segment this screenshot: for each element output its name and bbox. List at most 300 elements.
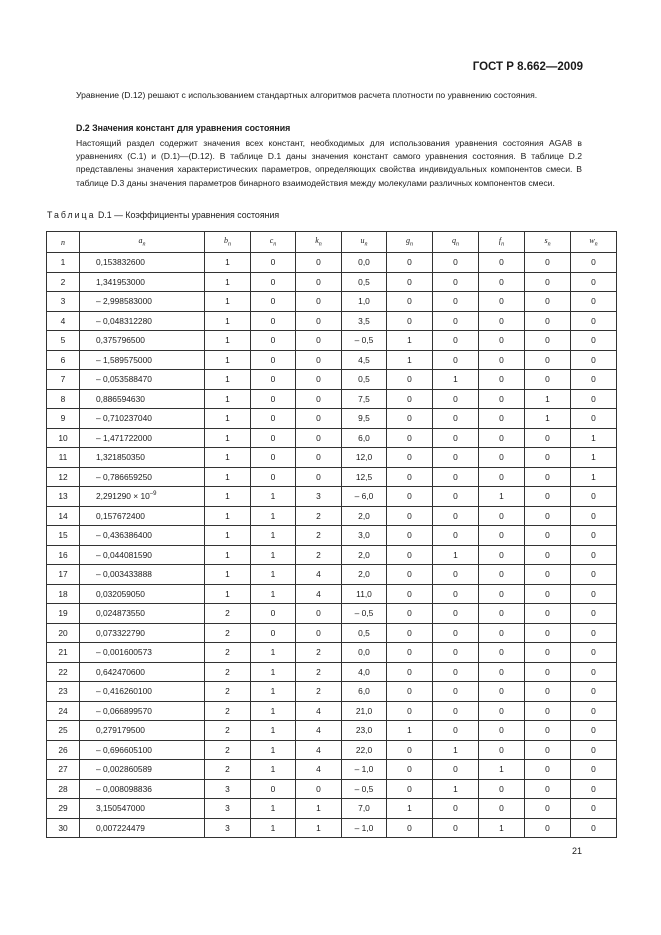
table-cell: – 1,0: [342, 760, 387, 780]
table-cell: 0: [571, 682, 617, 702]
table-row: [47, 779, 617, 799]
table-cell: 0: [571, 253, 617, 273]
table-cell: 2,0: [342, 545, 387, 565]
table-row: [47, 526, 617, 546]
table-row: [47, 428, 617, 448]
table-cell: 1: [205, 467, 251, 487]
table-row: [47, 350, 617, 370]
table-cell: 0: [433, 682, 479, 702]
table-cell: 0: [433, 350, 479, 370]
table-cell: 0: [433, 604, 479, 624]
table-cell: 0: [479, 370, 525, 390]
table-cell: 3,150547000: [80, 799, 205, 819]
table-cell: 2: [47, 272, 80, 292]
table-cell: 0: [433, 584, 479, 604]
table-cell: 0: [525, 506, 571, 526]
table-cell: 9: [47, 409, 80, 429]
table-cell: 0,024873550: [80, 604, 205, 624]
table-cell: 1: [479, 487, 525, 507]
table-cell: 27: [47, 760, 80, 780]
table-cell: 0: [251, 350, 296, 370]
table-cell: 4: [47, 311, 80, 331]
table-cell: 12,5: [342, 467, 387, 487]
table-cell: 0,032059050: [80, 584, 205, 604]
table-cell: 0: [479, 467, 525, 487]
table-cell: 0: [479, 701, 525, 721]
table-cell: 0: [433, 565, 479, 585]
table-cell: 10: [47, 428, 80, 448]
table-cell: – 6,0: [342, 487, 387, 507]
table-cell: 0: [571, 721, 617, 741]
table-cell: 24: [47, 701, 80, 721]
table-cell: 0: [525, 721, 571, 741]
table-cell: 0: [525, 604, 571, 624]
table-cell: 26: [47, 740, 80, 760]
table-cell: 0: [296, 428, 342, 448]
table-cell: 1,321850350: [80, 448, 205, 468]
table-cell: 1: [571, 428, 617, 448]
table-cell: 0: [479, 292, 525, 312]
table-cell: 0: [387, 779, 433, 799]
table-cell: 0: [251, 604, 296, 624]
table-cell: 0: [479, 272, 525, 292]
table-cell: 16: [47, 545, 80, 565]
table-cell: 1: [251, 682, 296, 702]
table-cell: – 1,471722000: [80, 428, 205, 448]
table-cell: 0: [387, 487, 433, 507]
table-cell: 0: [571, 311, 617, 331]
table-cell: 0: [251, 779, 296, 799]
table-row: [47, 662, 617, 682]
table-cell: 0,0: [342, 253, 387, 273]
table-cell: 0: [433, 487, 479, 507]
table-cell: 0: [479, 389, 525, 409]
table-cell: 0: [433, 467, 479, 487]
column-header: $w_n$: [571, 232, 617, 253]
table-cell: 1: [205, 448, 251, 468]
table-cell: 0: [571, 565, 617, 585]
table-cell: 0: [296, 331, 342, 351]
table-cell: 0: [571, 779, 617, 799]
column-header: $g_n$: [387, 232, 433, 253]
table-row: [47, 389, 617, 409]
table-cell: 0: [433, 331, 479, 351]
table-cell: 0: [571, 584, 617, 604]
table-cell: 0: [479, 448, 525, 468]
table-row: [47, 682, 617, 702]
table-cell: 0: [433, 721, 479, 741]
table-cell: 3: [205, 779, 251, 799]
table-cell: 0: [479, 584, 525, 604]
table-cell: 0: [571, 701, 617, 721]
table-row: [47, 292, 617, 312]
table-cell: 5: [47, 331, 80, 351]
table-cell: 19: [47, 604, 80, 624]
table-cell: 0: [571, 526, 617, 546]
table-cell: 1: [251, 643, 296, 663]
table-cell: 18: [47, 584, 80, 604]
table-cell: 0: [571, 350, 617, 370]
table-row: [47, 565, 617, 585]
table-cell: 0: [525, 818, 571, 838]
table-cell: 0: [387, 701, 433, 721]
table-cell: 0: [296, 389, 342, 409]
table-cell: 0: [387, 409, 433, 429]
table-cell: 0: [571, 604, 617, 624]
table-cell: 1: [433, 779, 479, 799]
table-cell: 0: [571, 506, 617, 526]
table-cell: 15: [47, 526, 80, 546]
table-cell: 0: [525, 350, 571, 370]
table-cell: 22: [47, 662, 80, 682]
table-cell: 2: [205, 740, 251, 760]
table-cell: 1: [479, 760, 525, 780]
table-cell: 1: [525, 389, 571, 409]
table-cell: 17: [47, 565, 80, 585]
table-cell: 2: [296, 682, 342, 702]
intro-paragraph: Уравнение (D.12) решают с использованием стандартных алгоритмов расчета плотности по уравнению состояния.: [76, 90, 538, 100]
table-cell: 0: [525, 584, 571, 604]
table-cell: 0: [525, 253, 571, 273]
table-cell: 1,341953000: [80, 272, 205, 292]
table-cell: 0: [479, 253, 525, 273]
table-cell: 0: [251, 253, 296, 273]
table-cell: 0: [387, 682, 433, 702]
table-cell: 21: [47, 643, 80, 663]
table-cell: 2: [296, 545, 342, 565]
table-cell: 4: [296, 740, 342, 760]
table-cell: – 0,436386400: [80, 526, 205, 546]
table-cell: 23: [47, 682, 80, 702]
table-cell: 0: [433, 623, 479, 643]
table-cell: 7: [47, 370, 80, 390]
table-cell: 0,279179500: [80, 721, 205, 741]
table-cell: – 0,710237040: [80, 409, 205, 429]
table-row: [47, 487, 617, 507]
table-cell: 0: [251, 467, 296, 487]
table-cell: 0: [525, 428, 571, 448]
table-cell: – 0,048312280: [80, 311, 205, 331]
table-cell: 1: [433, 370, 479, 390]
table-cell: 0: [387, 623, 433, 643]
table-row: [47, 701, 617, 721]
table-cell: 9,5: [342, 409, 387, 429]
table-cell: 0: [525, 760, 571, 780]
table-row: [47, 311, 617, 331]
column-header: $f_n$: [479, 232, 525, 253]
table-cell: 0: [296, 467, 342, 487]
table-cell: 0: [525, 643, 571, 663]
table-cell: 0: [525, 662, 571, 682]
table-caption: [47, 210, 279, 220]
table-cell: 3: [47, 292, 80, 312]
table-cell: 0: [251, 448, 296, 468]
table-cell: 28: [47, 779, 80, 799]
table-cell: – 0,003433888: [80, 565, 205, 585]
table-cell: – 0,5: [342, 331, 387, 351]
table-cell: 0: [296, 623, 342, 643]
table-cell: 1: [205, 370, 251, 390]
table-cell: 4,0: [342, 662, 387, 682]
table-cell: 0: [479, 506, 525, 526]
table-cell: 0: [251, 272, 296, 292]
table-cell: 0: [387, 370, 433, 390]
table-cell: 0: [433, 311, 479, 331]
table-cell: 0: [479, 428, 525, 448]
table-cell: 3,0: [342, 526, 387, 546]
table-row: [47, 448, 617, 468]
table-cell: 0: [525, 292, 571, 312]
table-cell: 0: [479, 623, 525, 643]
table-cell: 3: [205, 818, 251, 838]
table-cell: 1: [251, 487, 296, 507]
table-cell: 1: [205, 565, 251, 585]
page-number: 21: [571, 846, 582, 856]
column-header: $s_n$: [525, 232, 571, 253]
document-code: ГОСТ Р 8.662—2009: [472, 61, 583, 73]
table-cell: 0: [387, 311, 433, 331]
table-cell: 0: [387, 526, 433, 546]
table-cell: 0: [387, 818, 433, 838]
table-cell: $2,291290 \times 10^{-9}$: [80, 487, 205, 507]
table-cell: 2: [205, 721, 251, 741]
table-row: [47, 370, 617, 390]
table-cell: 0: [525, 467, 571, 487]
table-row: [47, 331, 617, 351]
table-cell: 1: [433, 545, 479, 565]
table-cell: 1: [205, 584, 251, 604]
table-cell: 0,642470600: [80, 662, 205, 682]
table-cell: 0: [251, 370, 296, 390]
table-cell: 0: [571, 331, 617, 351]
table-cell: – 0,5: [342, 779, 387, 799]
table-cell: 0: [433, 389, 479, 409]
table-cell: 0: [433, 272, 479, 292]
table-cell: 2: [205, 604, 251, 624]
table-cell: 0: [387, 604, 433, 624]
table-cell: 0: [479, 779, 525, 799]
table-cell: 1: [251, 506, 296, 526]
table-cell: 0: [433, 662, 479, 682]
table-cell: 21,0: [342, 701, 387, 721]
table-cell: 0: [387, 545, 433, 565]
table-cell: 0: [387, 662, 433, 682]
table-cell: 0: [296, 370, 342, 390]
table-cell: 0: [251, 389, 296, 409]
table-cell: 0: [479, 682, 525, 702]
table-cell: 4: [296, 565, 342, 585]
table-cell: 0: [479, 643, 525, 663]
table-cell: 20: [47, 623, 80, 643]
table-cell: 1: [479, 818, 525, 838]
table-cell: 2: [205, 682, 251, 702]
table-cell: 0: [387, 565, 433, 585]
table-cell: 1: [205, 292, 251, 312]
table-cell: 0: [296, 311, 342, 331]
table-cell: 0: [296, 448, 342, 468]
table-row: [47, 740, 617, 760]
table-row: [47, 506, 617, 526]
table-cell: 7,5: [342, 389, 387, 409]
table-cell: 0: [387, 760, 433, 780]
table-cell: 0: [433, 818, 479, 838]
table-cell: – 0,416260100: [80, 682, 205, 702]
table-cell: 4: [296, 721, 342, 741]
table-cell: 2: [205, 643, 251, 663]
column-header: $k_n$: [296, 232, 342, 253]
table-cell: 0: [296, 350, 342, 370]
table-cell: 1: [387, 799, 433, 819]
column-header: $c_n$: [251, 232, 296, 253]
table-cell: 0: [296, 253, 342, 273]
table-row: [47, 799, 617, 819]
table-cell: – 2,998583000: [80, 292, 205, 312]
table-cell: 0: [387, 389, 433, 409]
table-cell: 0: [387, 740, 433, 760]
table-cell: 4: [296, 701, 342, 721]
column-header: $q_n$: [433, 232, 479, 253]
table-cell: 0: [296, 779, 342, 799]
table-cell: 0,5: [342, 370, 387, 390]
section-heading: D.2 Значения констант для уравнения состояния: [76, 123, 291, 133]
section-paragraph: Настоящий раздел содержит значения всех констант, необходимых для использования уравнения состояния AGA8 в уравнениях (С.1) и (D.1)—(D.12). В таблице D.1 даны значения констант самого уравнения состояния. В таблице D.2 представлены значения характеристических параметров, определяющих свойства индивидуальных компонентов смеси. В таблице D.3 даны значения параметров бинарного взаимодействия между молекулами различных компонентов смеси.: [76, 138, 582, 188]
table-cell: – 1,589575000: [80, 350, 205, 370]
table-cell: – 0,696605100: [80, 740, 205, 760]
table-cell: 6,0: [342, 428, 387, 448]
table-cell: 0,375796500: [80, 331, 205, 351]
table-cell: 30: [47, 818, 80, 838]
table-cell: 1: [571, 448, 617, 468]
table-row: [47, 604, 617, 624]
table-cell: 0: [433, 799, 479, 819]
table-cell: 0: [433, 701, 479, 721]
table-cell: 1: [251, 545, 296, 565]
column-header: $b_n$: [205, 232, 251, 253]
table-cell: 0: [525, 272, 571, 292]
column-header: $a_n$: [80, 232, 205, 253]
table-cell: 23,0: [342, 721, 387, 741]
table-cell: 0,153832600: [80, 253, 205, 273]
table-cell: 0: [525, 526, 571, 546]
table-cell: 0: [525, 623, 571, 643]
table-row: [47, 760, 617, 780]
table-row: [47, 545, 617, 565]
table-cell: – 0,5: [342, 604, 387, 624]
table-cell: 0,073322790: [80, 623, 205, 643]
table-cell: 1,0: [342, 292, 387, 312]
table-cell: 0,886594630: [80, 389, 205, 409]
table-cell: 1: [205, 506, 251, 526]
table-cell: 0: [433, 643, 479, 663]
table-cell: 0: [571, 409, 617, 429]
table-cell: 0: [433, 409, 479, 429]
table-cell: 0: [251, 409, 296, 429]
table-cell: 12,0: [342, 448, 387, 468]
table-cell: 0: [251, 623, 296, 643]
table-cell: 0,5: [342, 272, 387, 292]
table-cell: 1: [251, 565, 296, 585]
table-cell: 4,5: [342, 350, 387, 370]
table-cell: – 0,786659250: [80, 467, 205, 487]
table-cell: 3,5: [342, 311, 387, 331]
table-cell: 0: [433, 292, 479, 312]
table-cell: 0: [387, 643, 433, 663]
table-cell: 0,0: [342, 643, 387, 663]
table-cell: 1: [571, 467, 617, 487]
table-row: [47, 721, 617, 741]
table-cell: 0: [571, 662, 617, 682]
table-cell: 0: [479, 526, 525, 546]
table-cell: 0: [571, 740, 617, 760]
table-cell: 25: [47, 721, 80, 741]
table-cell: 0: [525, 779, 571, 799]
table-cell: 4: [296, 760, 342, 780]
table-cell: 0: [479, 409, 525, 429]
table-cell: 0: [571, 545, 617, 565]
table-cell: 0: [387, 448, 433, 468]
table-cell: 0: [525, 682, 571, 702]
table-row: [47, 643, 617, 663]
table-row: [47, 272, 617, 292]
table-cell: 1: [205, 545, 251, 565]
table-cell: 1: [205, 350, 251, 370]
table-cell: 0: [479, 311, 525, 331]
table-cell: 0: [525, 799, 571, 819]
table-cell: 22,0: [342, 740, 387, 760]
table-cell: 0,157672400: [80, 506, 205, 526]
table-cell: 0: [387, 272, 433, 292]
table-cell: 0: [571, 487, 617, 507]
table-cell: 1: [251, 721, 296, 741]
table-cell: 0: [479, 662, 525, 682]
coefficients-table: [46, 231, 617, 838]
table-cell: 0: [571, 643, 617, 663]
table-cell: 0: [525, 487, 571, 507]
table-cell: 2: [296, 662, 342, 682]
table-cell: 0: [525, 448, 571, 468]
table-cell: 0: [433, 526, 479, 546]
table-row: [47, 584, 617, 604]
table-cell: 0: [525, 740, 571, 760]
table-cell: 0: [433, 253, 479, 273]
table-cell: 1: [387, 350, 433, 370]
table-cell: 0: [571, 370, 617, 390]
table-cell: 6: [47, 350, 80, 370]
table-cell: – 0,044081590: [80, 545, 205, 565]
table-cell: 1: [525, 409, 571, 429]
table-cell: 0: [387, 292, 433, 312]
table-cell: 1: [251, 701, 296, 721]
table-cell: – 0,008098836: [80, 779, 205, 799]
table-cell: 1: [205, 409, 251, 429]
table-cell: 0: [571, 799, 617, 819]
table-cell: 0: [387, 584, 433, 604]
table-cell: 0: [479, 604, 525, 624]
table-cell: 0: [525, 311, 571, 331]
table-cell: 1: [251, 818, 296, 838]
table-cell: 0: [571, 760, 617, 780]
table-cell: 2: [205, 623, 251, 643]
table-cell: 0: [479, 565, 525, 585]
table-cell: 1: [205, 389, 251, 409]
table-cell: 1: [387, 331, 433, 351]
table-cell: 0: [571, 292, 617, 312]
table-cell: 0: [387, 428, 433, 448]
table-cell: 2: [205, 662, 251, 682]
table-cell: 4: [296, 584, 342, 604]
table-cell: 0: [433, 506, 479, 526]
table-cell: 2: [205, 701, 251, 721]
